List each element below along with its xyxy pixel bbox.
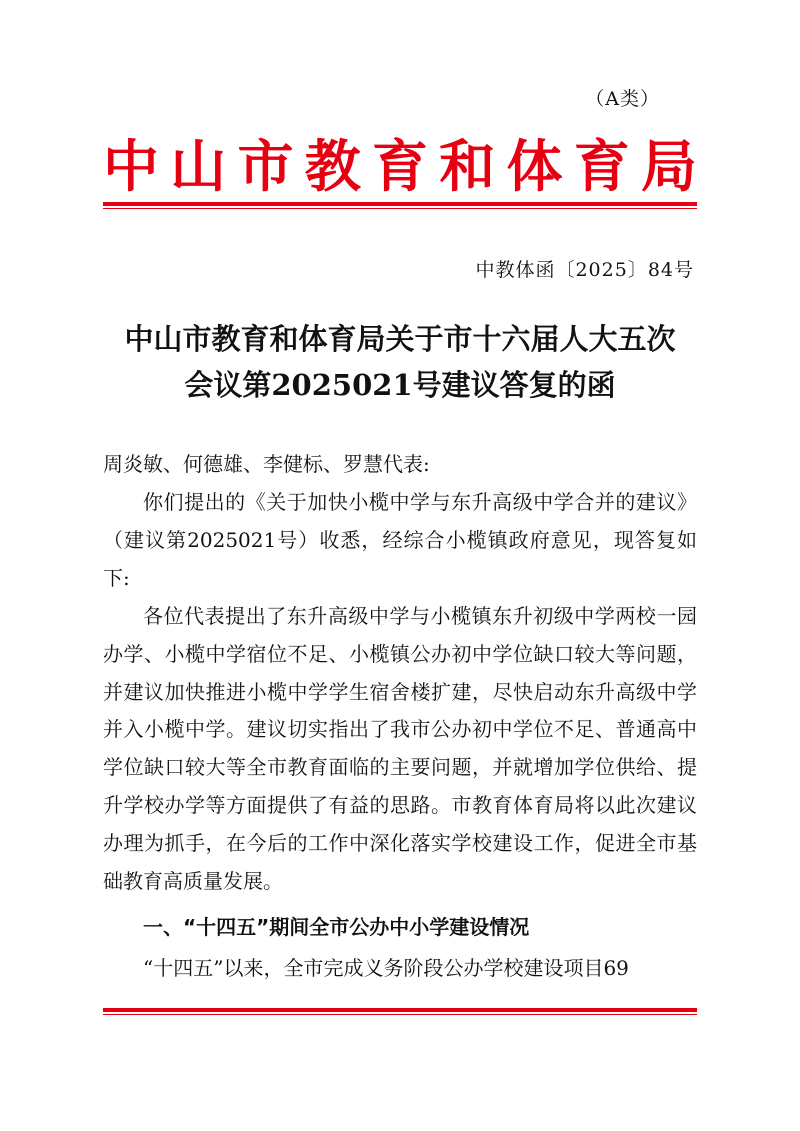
body-paragraph-1: 你们提出的《关于加快小榄中学与东升高级中学合并的建议》（建议第2025021号）收悉，经综合小榄镇政府意见，现答复如下: (103, 490, 697, 590)
footer-red-rule-thick (103, 1008, 697, 1012)
masthead-red-rule-top (103, 202, 697, 206)
document-title (100, 316, 700, 408)
document-number: 中教体函〔2025〕84号 (475, 259, 694, 281)
body-paragraph-3: “十四五”以来，全市完成义务阶段公办学校建设项目69 (143, 956, 629, 980)
masthead-red-rule-top-thin (103, 208, 697, 209)
footer-red-rule-thin (103, 1014, 697, 1015)
document-title-line-1: 中山市教育和体育局关于市十六届人大五次 (124, 322, 676, 356)
body-paragraph-2: 各位代表提出了东升高级中学与小榄镇东升初级中学两校一园办学、小榄中学宿位不足、小榄镇公办初中学位缺口较大等问题，并建议加快推进小榄中学学生宿舍楼扩建，尽快启动东升高级中学并入小榄中学。建议切实指出了我市公办初中学位不足、普通高中学位缺口较大等全市教育面临的主要问题，并就增加学位供给、提升学校办学等方面提供了有益的思路。市教育体育局将以此次建议办理为抓手，在今后的工作中深化落实学校建设工作，促进全市基础教育高质量发展。 (103, 604, 697, 893)
agency-masthead: 中山市教育和体育局 (103, 134, 697, 200)
document-title-line-2: 会议第2025021号建议答复的函 (184, 368, 616, 402)
salutation: 周炎敏、何德雄、李健标、罗慧代表: (103, 452, 430, 476)
classification-label: （A类） (585, 88, 660, 110)
section-heading-1: 一、“十四五”期间全市公办中小学建设情况 (143, 915, 530, 939)
